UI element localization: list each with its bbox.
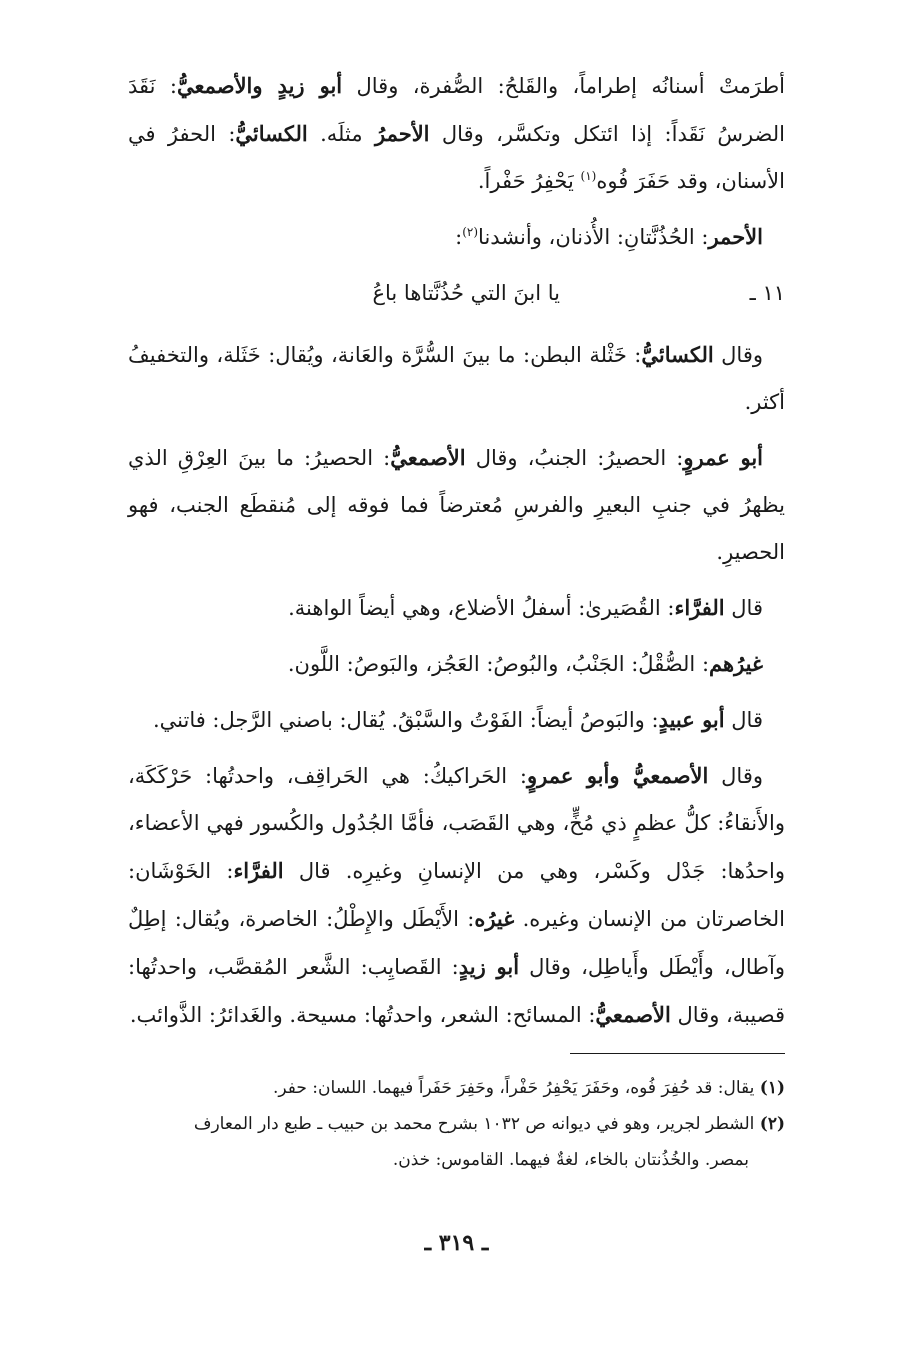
verse-number: ١١ ـ bbox=[749, 281, 785, 305]
text-run: : الخَوْشَان: الخاصرتان من الإنسان وغيره. bbox=[128, 859, 786, 931]
text-run: : الصُّقْلُ: الجَنْبُ، والبُوصُ: العَجُز، والبَوصُ: اللَّون. bbox=[287, 652, 710, 676]
footnote-2-continuation: بمصر. والخُذُنتان بالخاء، لغةٌ فيهما. القاموس: خذن. bbox=[392, 1150, 749, 1170]
bold-name: أبو عمروٍ bbox=[683, 445, 763, 470]
text-run: مثلَه. bbox=[307, 122, 375, 146]
paragraph bbox=[128, 213, 785, 261]
text-run: : الحصيرُ: ما بينَ العِرْقِ الذي يظهرُ في جنبِ البعيرِ والفرسِ مُعترضاً فما فوقه إلى مُنقطَع الجنب، فهو الحصيرِ. bbox=[128, 446, 785, 564]
footnote-divider bbox=[570, 1053, 785, 1054]
bold-name: غيرُه bbox=[474, 906, 515, 931]
bold-name: الأحمر bbox=[708, 224, 763, 249]
bold-name: الفرَّاء bbox=[233, 858, 284, 883]
footnote-marker: (٢) bbox=[462, 225, 479, 239]
text-run: وقال bbox=[708, 764, 764, 788]
paragraph bbox=[128, 331, 785, 426]
text-run: : القَصايِب: الشَّعر المُقصَّب، واحدتُها: قصيبة، وقال bbox=[128, 955, 785, 1027]
poem-verse bbox=[128, 269, 785, 317]
bold-name: الأحمرُ bbox=[374, 121, 430, 146]
bold-name: الأصمعيُّ bbox=[390, 445, 466, 470]
text-run: : نَقَدَ الضرسُ نَقَداً: إذا ائتكل وتكسَّر، وقال bbox=[128, 74, 785, 146]
text-run: : الأَيْطَل والإِطْلُ: الخاصرة، ويُقال: إطِلٌ وآطال، وأَيْطَل وأَياطِل، وقال bbox=[128, 907, 785, 979]
footnote-number: (٢) bbox=[759, 1114, 785, 1134]
text-run: يَحْفِرُ حَفْراً. bbox=[477, 169, 581, 193]
footnote-marker: (١) bbox=[580, 169, 597, 183]
text-run: : الحُذُنَّتانِ: الأُذنان، وأنشدنا bbox=[478, 225, 709, 249]
text-run: : والبَوصُ أيضاً: الفَوْتُ والسَّبْقُ. يُقال: باصني الرَّجل: فاتني. bbox=[152, 708, 659, 732]
main-text-top bbox=[128, 62, 785, 261]
footnotes bbox=[128, 1070, 785, 1178]
bold-name: الكسائيُّ bbox=[641, 342, 714, 367]
page-number: ـ ٣١٩ ـ bbox=[424, 1230, 489, 1256]
bold-name: غيرُهم bbox=[709, 651, 763, 676]
footnote-1 bbox=[128, 1070, 785, 1106]
text-run: : المسائح: الشعر، واحدتُها: مسيحة. والغَدائرُ: الذَّوائب. bbox=[129, 1003, 596, 1027]
text-run: قال bbox=[724, 708, 763, 732]
text-run: : خَثْلة البطن: ما بينَ السُّرَّة والعَانة، ويُقال: خَثَلة، والتخفيفُ أكثر. bbox=[128, 343, 785, 414]
paragraph bbox=[128, 752, 785, 1039]
main-text-bottom bbox=[128, 331, 785, 1039]
bold-name: أبو عبيدٍ bbox=[658, 707, 725, 732]
text-run: : bbox=[455, 225, 463, 249]
footnote-text: الشطر لجرير، وهو في ديوانه ص ١٠٣٢ بشرح محمد بن حبيب ـ طبع دار المعارف bbox=[193, 1114, 755, 1134]
paragraph bbox=[128, 584, 785, 632]
paragraph bbox=[128, 62, 785, 205]
text-run: : الحفرُ في الأسنان، وقد حَفَرَ فُوه bbox=[128, 122, 785, 193]
page-body bbox=[128, 62, 785, 1178]
text-run: : الحصيرُ: الجنبُ، وقال bbox=[465, 446, 684, 470]
bold-name: الأصمعيُّ bbox=[595, 1002, 671, 1027]
text-run: : الحَراكيكُ: هي الحَراقِف، واحدتُها: حَرْكَكَة، والأَنقاءُ: كلُّ عظمٍ ذي مُخٍّ، وهي القَصَب، فأمَّا الجُدُول والكُسور فهي الأعضاء، واحدُها: جَدْل وكَسْر، وهي من الإنسانِ وغيرِه. قال bbox=[128, 764, 785, 883]
verse-text: يا ابنَ التي حُذُنَّتاها باعُ bbox=[372, 281, 560, 305]
bold-name: الفرَّاء bbox=[674, 595, 725, 620]
paragraph bbox=[128, 640, 785, 688]
text-run: أطرَمتْ أسنانُه إطراماً، والقَلحُ: الصُّفرة، وقال bbox=[342, 74, 785, 98]
text-run: قال bbox=[724, 596, 763, 620]
bold-name: أبو زيدٍ والأصمعيُّ bbox=[176, 73, 343, 98]
bold-name: أبو زيدٍ bbox=[458, 954, 520, 979]
paragraph bbox=[128, 434, 785, 576]
paragraph bbox=[128, 696, 785, 744]
text-run: : القُصَيرىٰ: أسفلُ الأضلاع، وهي أيضاً الواهنة. bbox=[288, 596, 675, 620]
bold-name: الكسائيُّ bbox=[235, 121, 308, 146]
footnote-text: يقال: قد حُفِرَ فُوه، وحَفَرَ يَحْفِرُ حَفْراً، وحَفِرَ حَفَراً فيهما. اللسان: حفر. bbox=[273, 1078, 755, 1098]
footnote-2 bbox=[128, 1106, 785, 1142]
footnote-number: (١) bbox=[759, 1078, 785, 1098]
text-run: وقال bbox=[713, 343, 764, 367]
bold-name: الأصمعيُّ وأبو عمروٍ bbox=[526, 763, 709, 788]
